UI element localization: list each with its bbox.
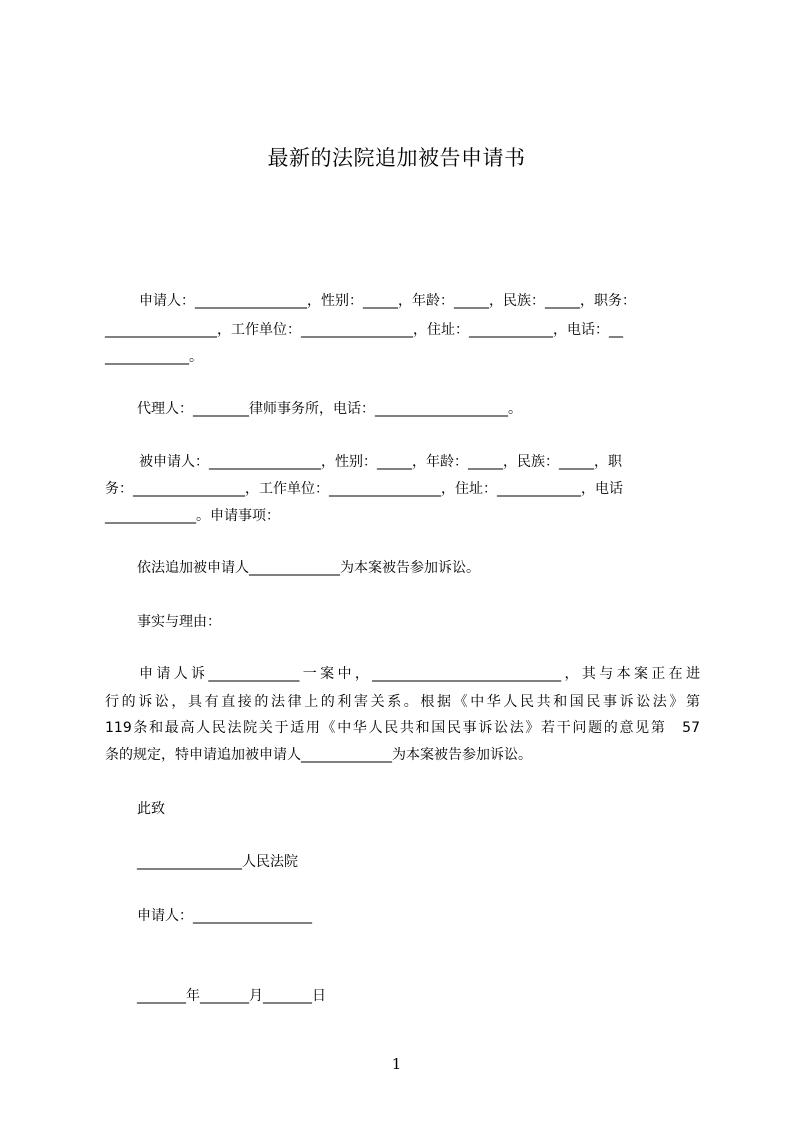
facts-line-3: 119条和最高人民法院关于适用《中华人民共和国民事诉讼法》若干问题的意见第 57 bbox=[105, 720, 700, 736]
respondent-line-3: _____________。申请事项： bbox=[105, 508, 280, 524]
facts-line-1: 申请人诉_____________一案中，___________________________，其与本案正在进 bbox=[139, 666, 700, 682]
applicant-line-2: ________________，工作单位：________________，住址：____________，电话：__ bbox=[105, 322, 623, 338]
salutation: 此致 bbox=[137, 801, 165, 817]
page-number: 1 bbox=[391, 1055, 402, 1073]
applicant-line-3: ____________。 bbox=[105, 349, 203, 365]
facts-line-2: 行的诉讼，具有直接的法律上的利害关系。根据《中华人民共和国民事诉讼法》第 bbox=[105, 694, 700, 710]
document-title: 最新的法院追加被告申请书 bbox=[267, 146, 526, 170]
applicant-line-1: 申请人：________________，性别：_____，年龄：_____，民族：_____，职务： bbox=[139, 293, 636, 309]
signature-line: 申请人：_________________ bbox=[137, 908, 312, 924]
facts-heading: 事实与理由： bbox=[137, 614, 221, 630]
facts-line-4: 条的规定，特申请追加被申请人_____________为本案被告参加诉讼。 bbox=[105, 747, 532, 763]
respondent-line-2: 务：________________，工作单位：________________，住址：____________，电话 bbox=[105, 481, 623, 497]
date-line: _______年_______月_______日 bbox=[137, 988, 326, 1004]
court-line: _______________人民法院 bbox=[137, 854, 298, 870]
request-line: 依法追加被申请人_____________为本案被告参加诉讼。 bbox=[137, 560, 480, 576]
agent-line: 代理人：________律师事务所，电话：___________________。 bbox=[137, 401, 522, 417]
respondent-line-1: 被申请人：________________，性别：_____，年龄：_____，民族：_____，职 bbox=[139, 454, 622, 470]
